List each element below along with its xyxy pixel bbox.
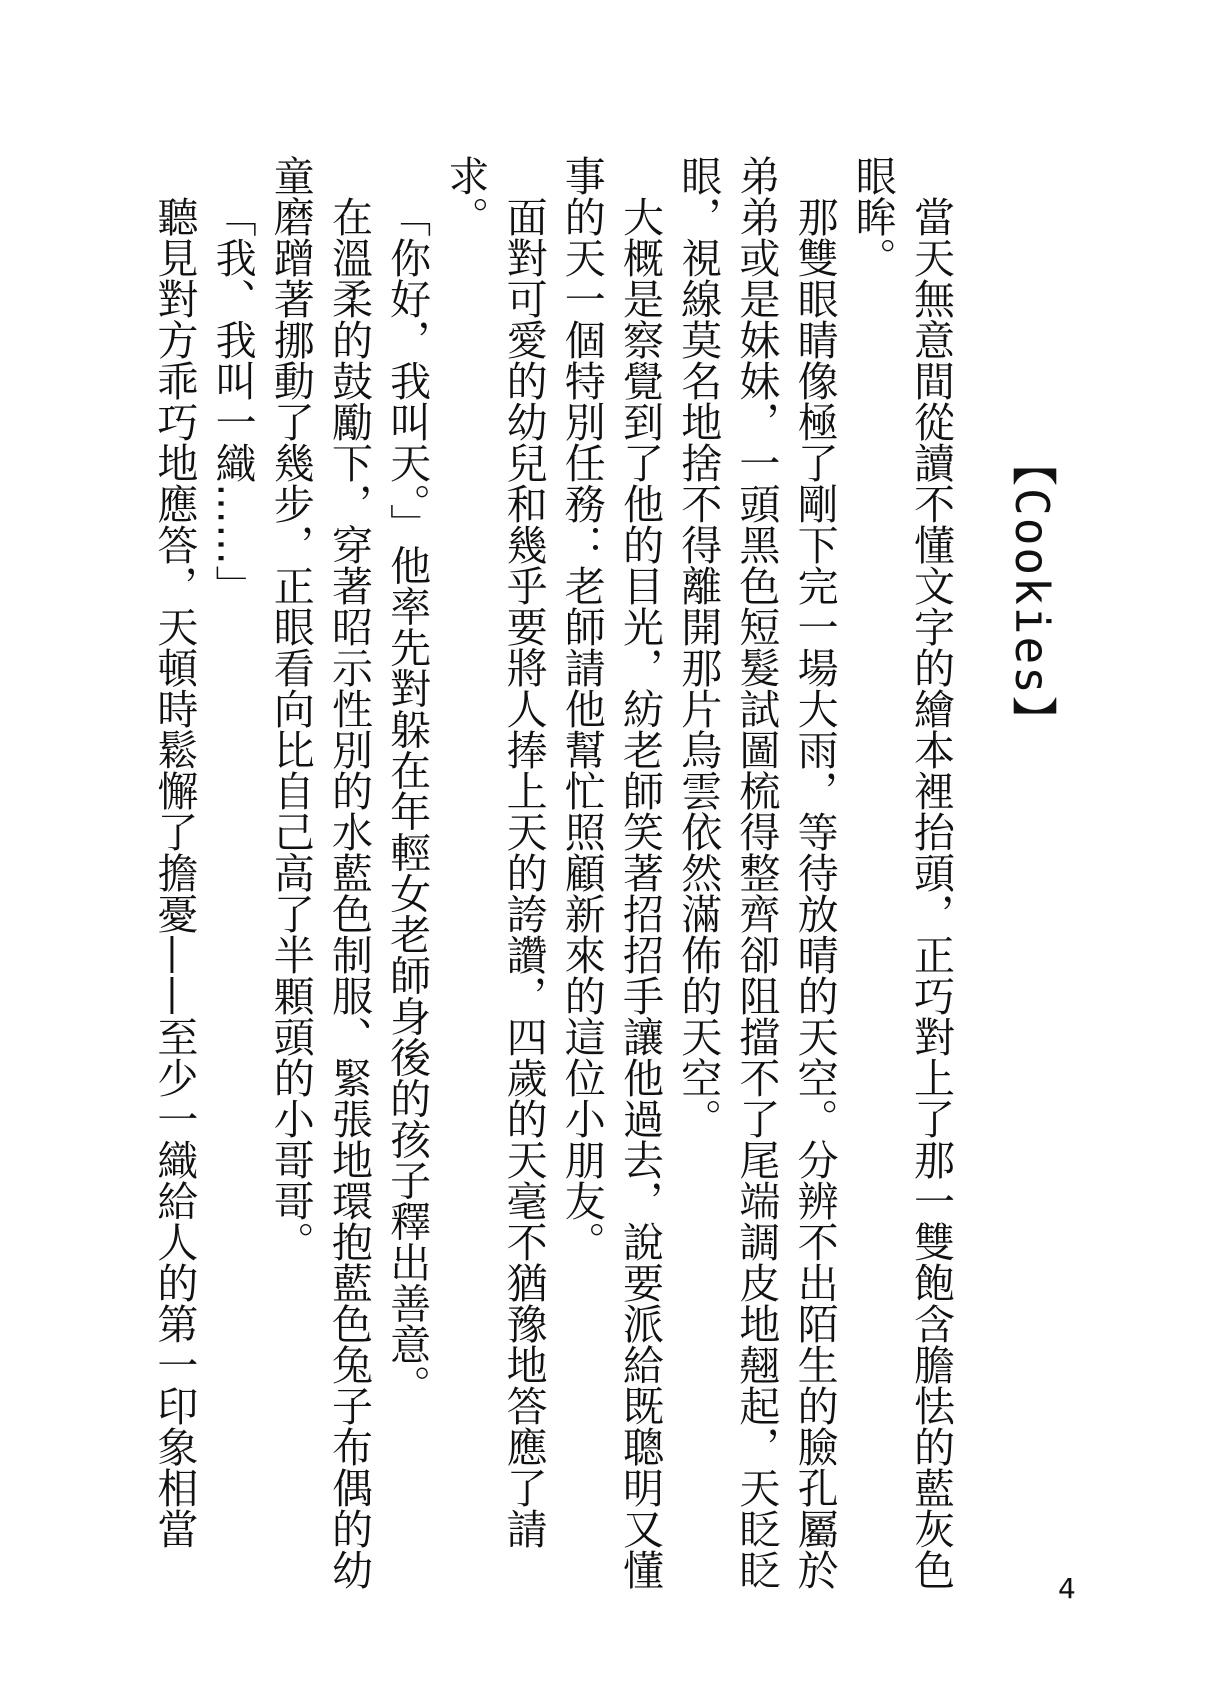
paragraph: 當天無意間從讀不懂文字的繪本裡抬頭，正巧對上了那一雙飽含膽怯的藍灰色眼眸。 [848, 155, 955, 1590]
paragraph: 「我、我叫一織……」 [208, 196, 257, 606]
paragraph: 在溫柔的鼓勵下，穿著昭示性別的水藍色制服、緊張地環抱藍色兔子布偶的幼童磨蹭著挪動了幾步，正眼看向比自己高了半顆頭的小哥哥。 [266, 155, 373, 1590]
paragraph: 面對可愛的幼兒和幾乎要將人捧上天的誇讚，四歲的天毫不猶豫地答應了請求。 [441, 155, 548, 1549]
paragraph: 那雙眼睛像極了剛下完一場大雨，等待放晴的天空。分辨不出陌生的臉孔屬於弟弟或是妹妹，一頭黑色短髮試圖梳得整齊卻阻擋不了尾端調皮地翹起，天眨眨眼，視線莫名地捨不得離開那片烏雲依然滿佈的天空。 [674, 155, 839, 1590]
paragraph: 大概是察覺到了他的目光，紡老師笑著招招手讓他過去，說要派給既聰明又懂事的天一個特別任務：老師請他幫忙照顧新來的這位小朋友。 [557, 155, 664, 1590]
page-number: 4 [1058, 1572, 1076, 1605]
paragraph: 聽見對方乖巧地應答，天頓時鬆懈了擔憂——至少一織給人的第一印象相當 [150, 196, 199, 1549]
paragraph: 「你好，我叫天。」他率先對躲在年輕女老師身後的孩子釋出善意。 [383, 196, 432, 1406]
chapter-title: 【Cookies】 [1005, 440, 1059, 744]
body-text [145, 155, 960, 1595]
